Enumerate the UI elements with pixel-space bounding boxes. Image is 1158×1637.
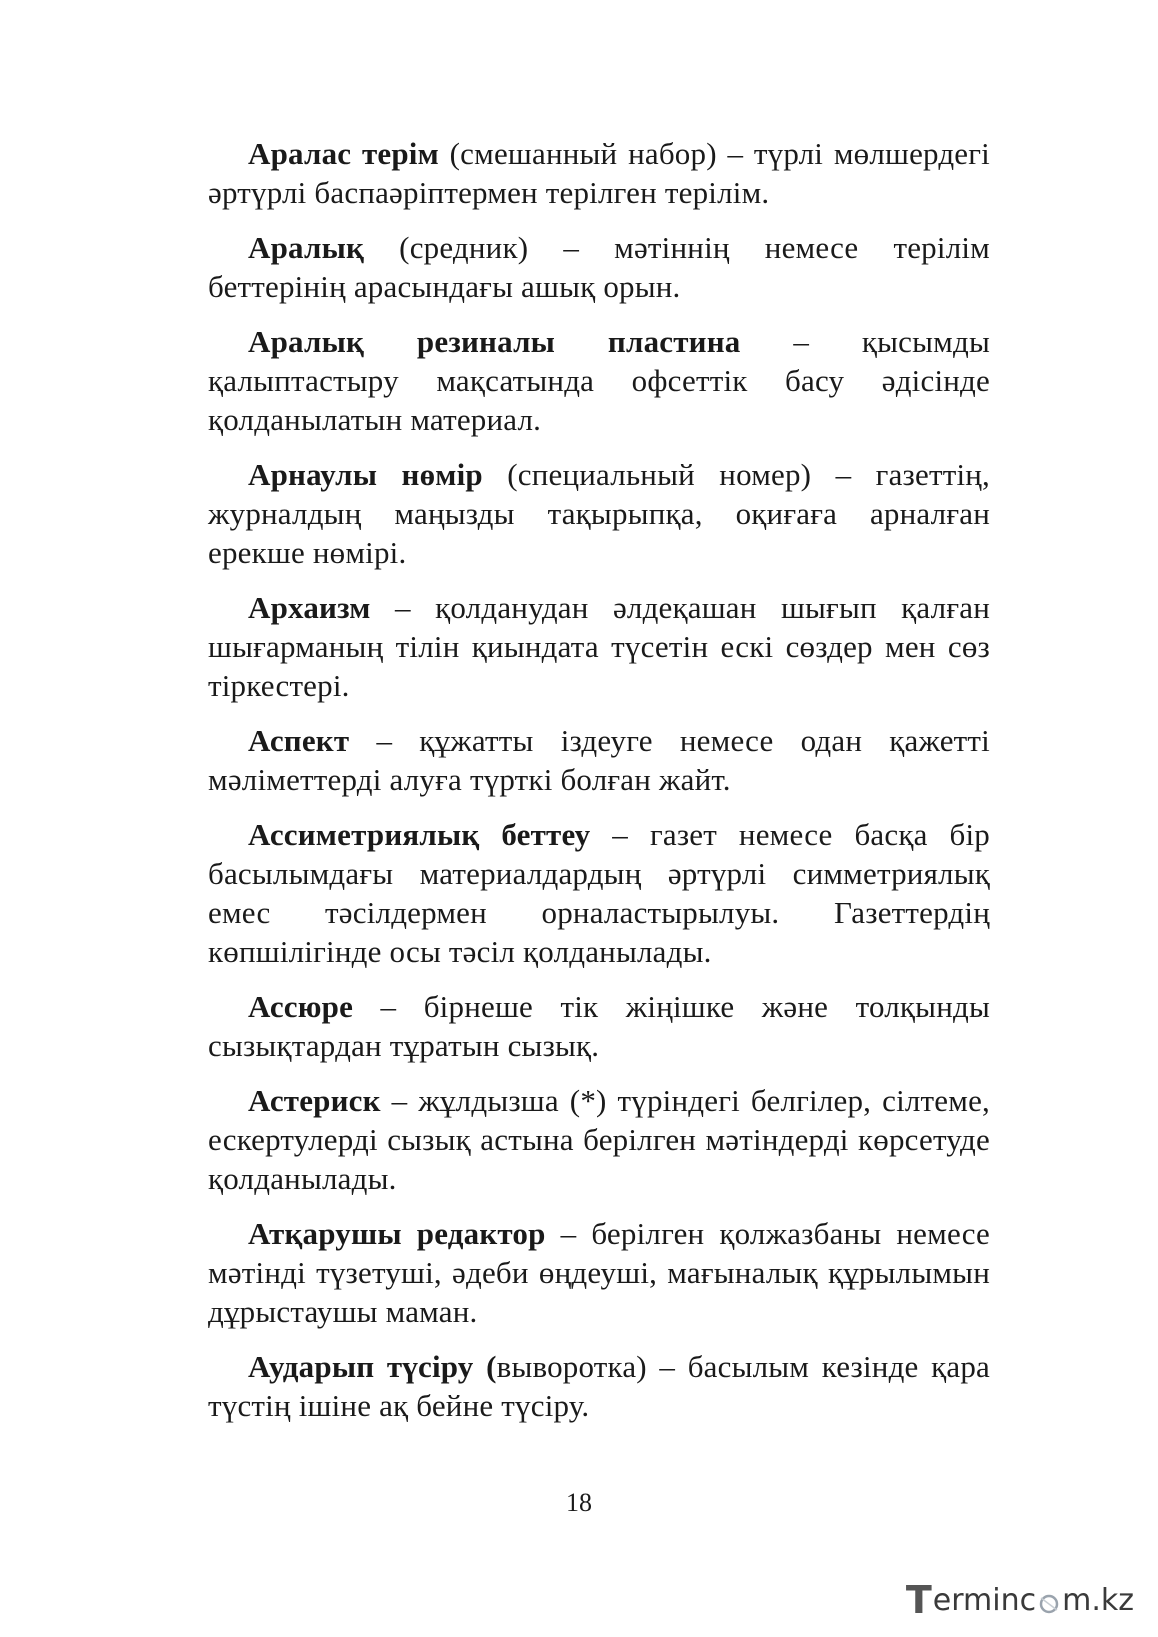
glossary-entry: [208, 987, 990, 1065]
entry-term: Аспект: [248, 723, 350, 758]
watermark-text-end: m.kz: [1062, 1582, 1134, 1618]
watermark: [906, 1573, 1134, 1627]
entry-term: Аударып түсіру (: [248, 1349, 497, 1384]
glossary-entry: [208, 455, 990, 572]
entry-definition: – құжатты іздеуге немесе одан қажетті мәліметтерді алуға түрткі болған жайт.: [208, 723, 990, 797]
entry-term: Аралас терім: [248, 136, 439, 171]
entry-term: Архаизм: [248, 590, 371, 625]
entry-definition: (смешанный набор) – түрлі мөлшердегі әртүрлі баспаәріптермен терілген терілім.: [208, 136, 990, 210]
glossary-entry: [208, 322, 990, 439]
entry-term: Арнаулы нөмір: [248, 457, 483, 492]
glossary-entry: [208, 1214, 990, 1331]
entry-term: Астериск: [248, 1083, 381, 1118]
entry-term: Ассюре: [248, 989, 354, 1024]
glossary-entry: [208, 228, 990, 306]
entry-definition: – жұлдызша (*) түріндегі белгілер, сілтеме, ескертулерді сызық астына берілген мәтіндерді көрсетуде қолданылады.: [208, 1083, 990, 1196]
entry-definition: – қолданудан әлдеқашан шығып қалған шығарманың тілін қиындата түсетін ескі сөздер мен сөз тіркестері.: [208, 590, 990, 703]
entry-definition: – қысымды қалыптастыру мақсатында офсеттік басу әдісінде қолданылатын материал.: [208, 324, 990, 437]
watermark-initial: T: [905, 1578, 932, 1622]
entry-definition: – берілген қолжазбаны немесе мәтінді түзетуші, әдеби өңдеуші, мағыналық құрылымын дұрыстаушы маман.: [208, 1216, 990, 1329]
glossary-entry: [208, 134, 990, 212]
entry-term: Ассиметриялық беттеу: [248, 817, 591, 852]
entry-definition: (специальный номер) – газеттің, журналдың маңызды тақырыпқа, оқиғаға арналған ерекше нөмірі.: [208, 457, 990, 570]
watermark-text-start: erminc: [932, 1582, 1037, 1618]
entry-term: Атқарушы редактор: [248, 1216, 546, 1251]
glossary-entry: [208, 721, 990, 799]
entry-term: Аралық: [248, 230, 365, 265]
page-number: 18: [566, 1488, 592, 1517]
entry-definition: (средник) – мәтіннің немесе терілім беттерінің арасындағы ашық орын.: [208, 230, 990, 304]
magnifier-logo-icon: [1037, 1588, 1061, 1612]
glossary-entry: [208, 1347, 990, 1425]
glossary-entry: [208, 588, 990, 705]
glossary-entry: [208, 815, 990, 971]
glossary-entry: [208, 1081, 990, 1198]
entry-definition: выворотка) – басылым кезінде қара түстің ішіне ақ бейне түсіру.: [208, 1349, 990, 1423]
entry-definition: – бірнеше тік жіңішке және толқынды сызықтардан тұратын сызық.: [208, 989, 990, 1063]
entry-definition: – газет немесе басқа бір басылымдағы материалдардың әртүрлі симметриялық емес тәсілдермен орналастырылуы. Газеттердің көпшілігінде осы тәсіл қолданылады.: [208, 817, 991, 969]
entry-term: Аралық резиналы пластина: [248, 324, 741, 359]
document-body: [208, 134, 990, 1441]
